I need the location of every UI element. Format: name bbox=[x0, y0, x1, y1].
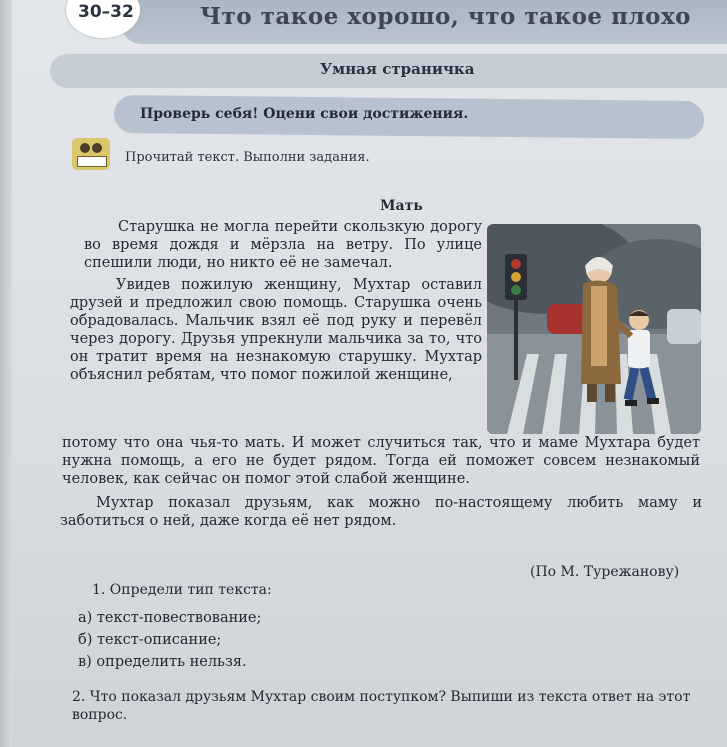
story-paragraph-1: Старушка не могла перейти скользкую дорогу во время дождя и мёрзла на ветру. По улице спешили люди, но никто её не замечал. bbox=[84, 219, 482, 271]
book-spine bbox=[0, 0, 12, 747]
task-1-option-a: а) текст-повествование; bbox=[78, 610, 262, 626]
task-1-option-b: б) текст-описание; bbox=[78, 632, 222, 648]
check-yourself-title: Проверь себя! Оцени свои достижения. bbox=[140, 106, 469, 122]
task-instruction: Прочитай текст. Выполни задания. bbox=[125, 150, 370, 165]
story-source: (По М. Турежанову) bbox=[530, 564, 680, 580]
task-1-option-c: в) определить нельзя. bbox=[78, 654, 247, 670]
story-title: Мать bbox=[380, 198, 423, 214]
chapter-title: Что такое хорошо, что такое плохо bbox=[200, 3, 692, 30]
task-1-question: 1. Определи тип текста: bbox=[92, 582, 272, 598]
section-title: Умная страничка bbox=[320, 60, 475, 78]
story-paragraph-3: Мухтар показал друзьям, как можно по-настоящему любить маму и заботиться о ней, даже когда её нет рядом. bbox=[60, 495, 702, 529]
reading-children-icon bbox=[72, 138, 110, 170]
illustration-boy-helping-grandmother bbox=[487, 224, 701, 434]
task-2-question: 2. Что показал друзьям Мухтар своим поступком? Выпиши из текста ответ на этот вопрос. bbox=[72, 689, 691, 723]
story-paragraph-2-end: потому что она чья-то мать. И может случиться так, что и маме Мухтара будет нужна помощь, а его не будет рядом. Тогда ей поможет совсем незнакомый человек, как сейчас он помог этой слабой женщине. bbox=[62, 435, 700, 487]
story-paragraph-2-start: Увидев пожилую женщину, Мухтар оставил друзей и предложил свою помощь. Старушка очень обрадовалась. Мальчик взял её под руку и перевёл через дорогу. Друзья упрекнули мальчика за то, что он тратит время на незнакомую старушку. Мухтар объяснил ребятам, что помог пожилой женщине, bbox=[70, 277, 482, 383]
page-number: 30–32 bbox=[78, 2, 134, 22]
